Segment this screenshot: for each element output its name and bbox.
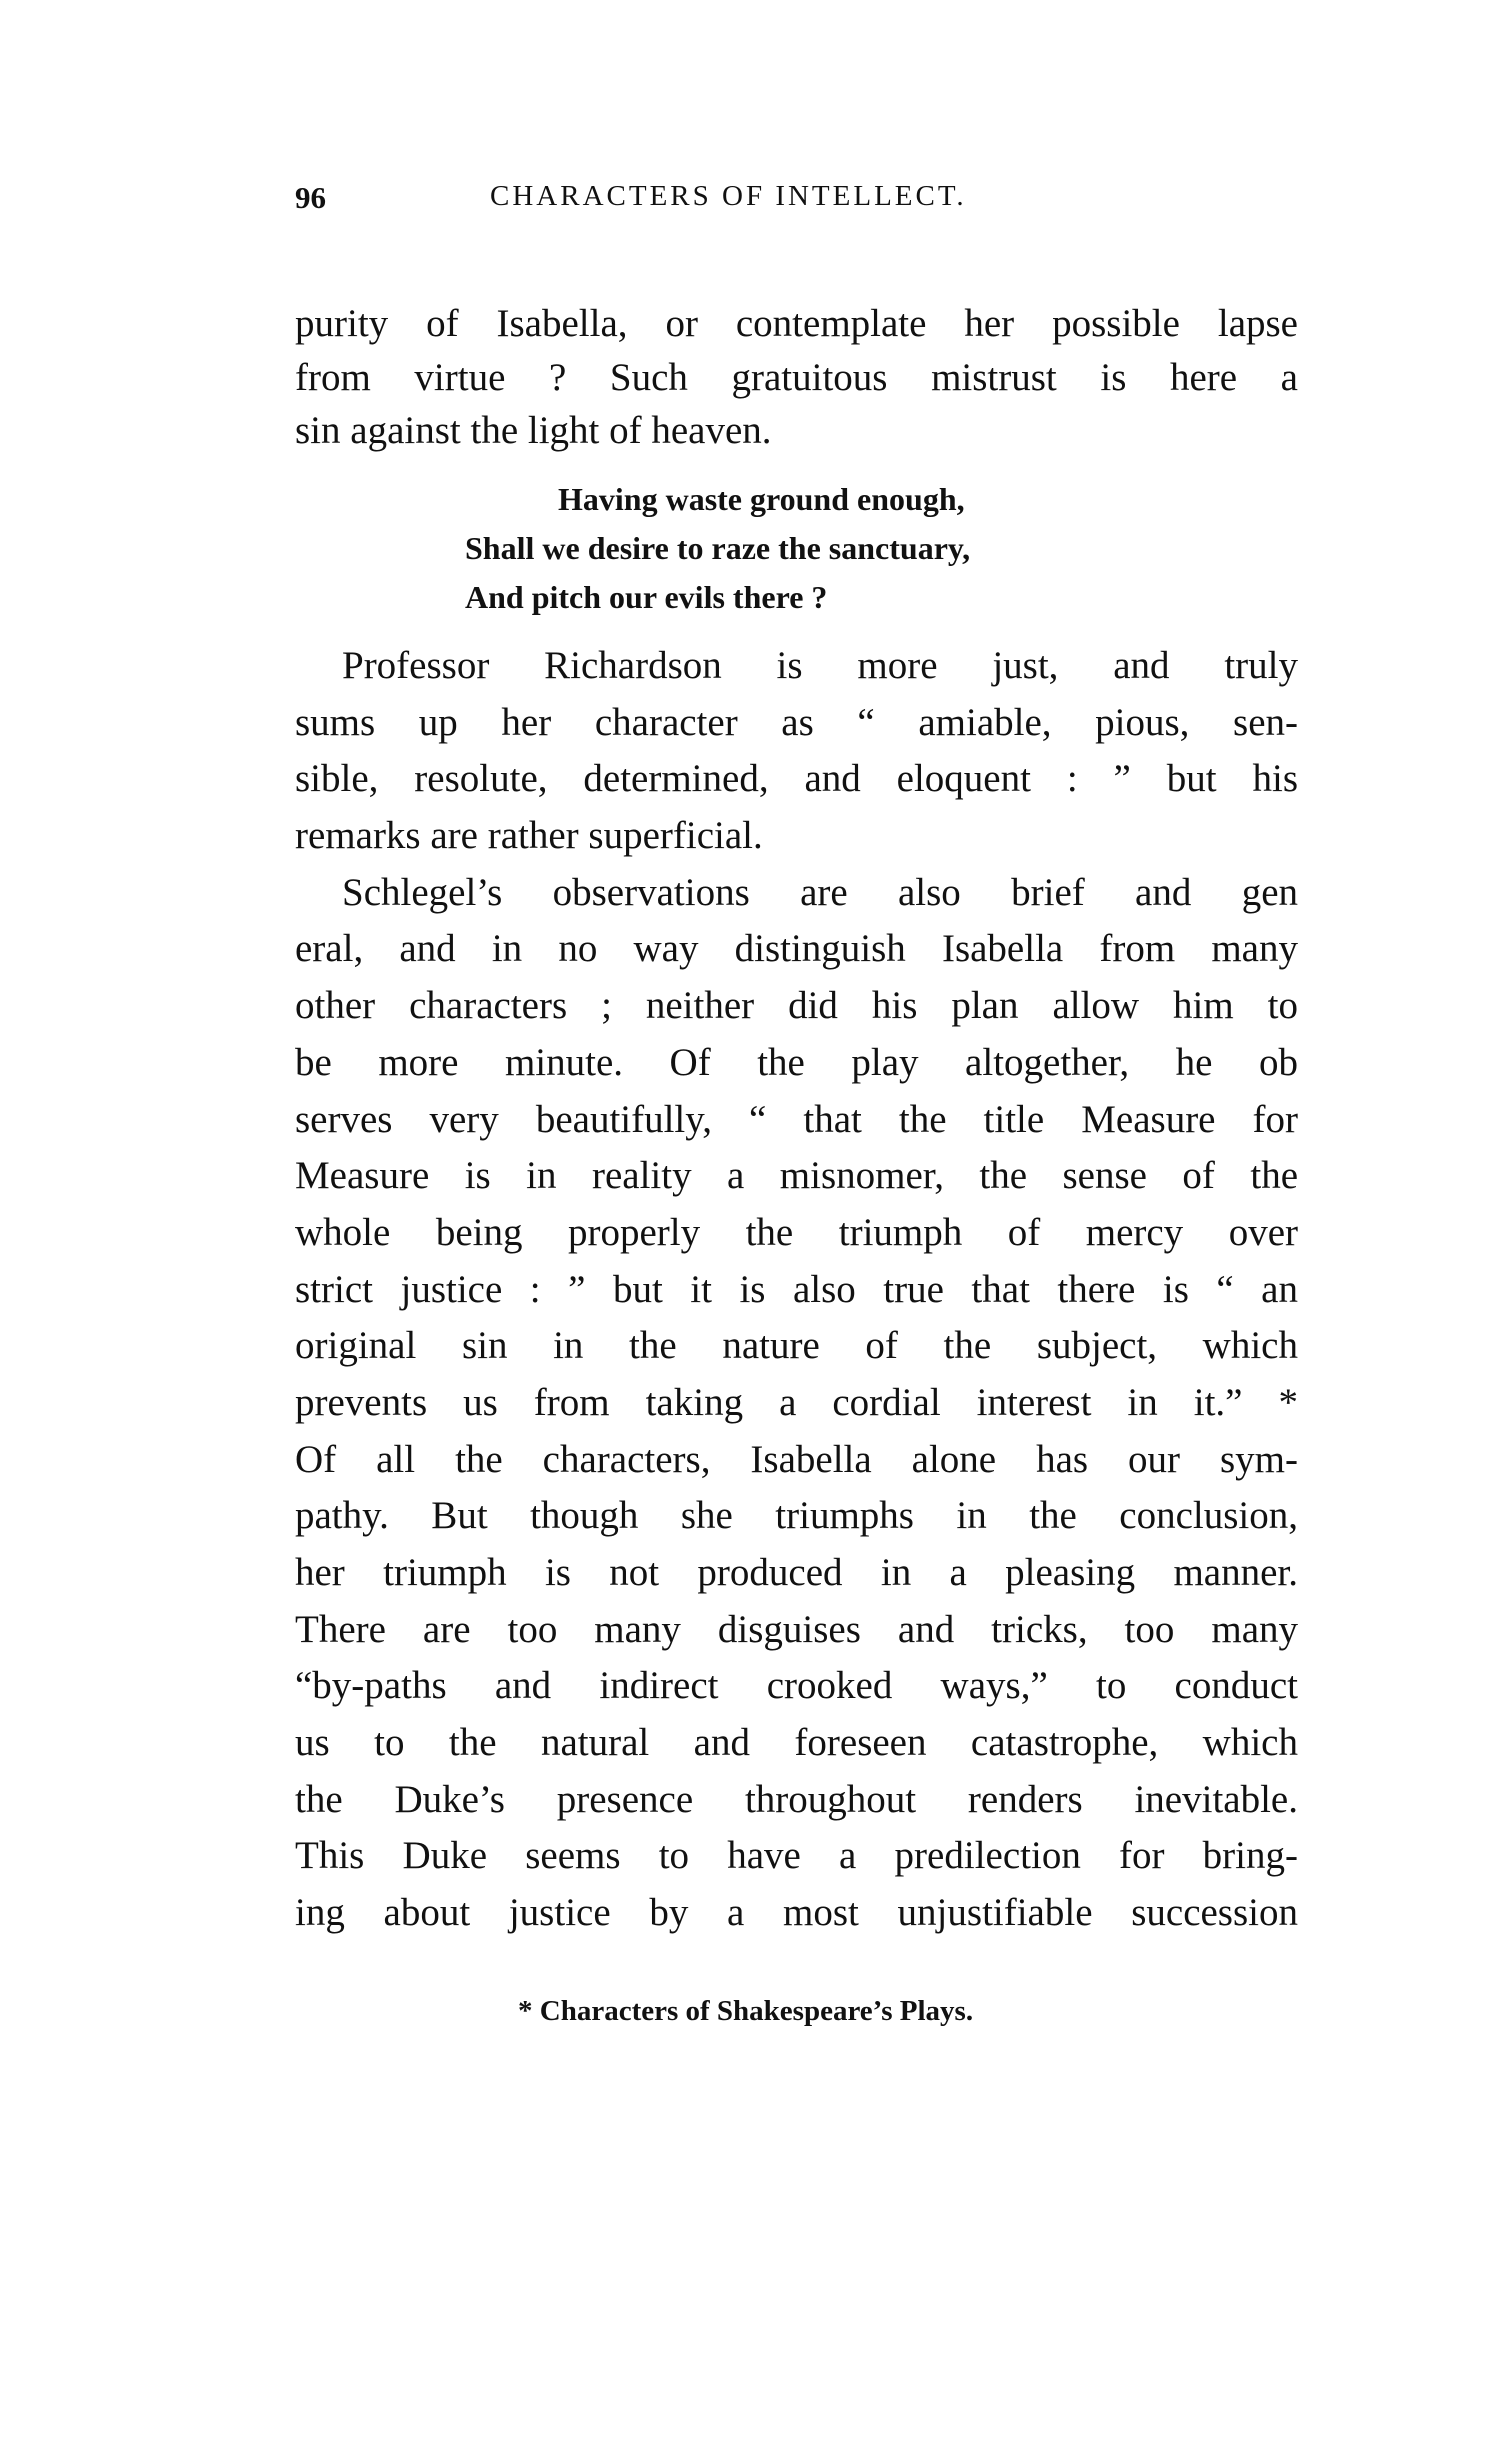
text-line: ing about justice by a most unjustifiable succession — [295, 1891, 1298, 1935]
footnote: * Characters of Shakespeare’s Plays. — [518, 1995, 974, 2027]
verse-line: Having waste ground enough, — [558, 481, 965, 517]
text-line: other characters ; neither did his plan allow him to — [295, 984, 1298, 1028]
text-line: sin against the light of heaven. — [295, 409, 772, 452]
opening-paragraph — [295, 297, 1298, 458]
text-line: from virtue ? Such gratuitous mistrust is here a — [295, 355, 1298, 399]
text-line: Schlegel’s observations are also brief and gen — [342, 870, 1298, 914]
text-line: There are too many disguises and tricks, too many — [295, 1607, 1298, 1651]
text-line: sible, resolute, determined, and eloquent : ” but his — [295, 757, 1298, 801]
verse-quotation — [465, 475, 970, 622]
text-line: prevents us from taking a cordial interest in it.” * — [295, 1380, 1298, 1424]
running-header — [295, 180, 1295, 224]
text-line: be more minute. Of the play altogether, he ob — [295, 1040, 1298, 1084]
page-number: 96 — [295, 180, 326, 215]
text-line: Professor Richardson is more just, and truly — [342, 644, 1298, 687]
verse-line: And pitch our evils there ? — [465, 579, 828, 615]
text-line: pathy. But though she triumphs in the conclusion, — [295, 1494, 1298, 1538]
text-line: remarks are rather superficial. — [295, 814, 763, 858]
text-line: eral, and in no way distinguish Isabella from many — [295, 927, 1298, 971]
text-line: original sin in the nature of the subject, which — [295, 1324, 1298, 1368]
running-title: CHARACTERS OF INTELLECT. — [490, 180, 967, 212]
body-text — [295, 638, 1298, 1942]
text-line: “by-paths and indirect crooked ways,” to conduct — [295, 1664, 1298, 1708]
text-line: serves very beautifully, “ that the title Measure for — [295, 1097, 1298, 1141]
verse-line: Shall we desire to raze the sanctuary, — [465, 530, 971, 566]
text-line: purity of Isabella, or contemplate her possible lapse — [295, 302, 1298, 345]
text-line: the Duke’s presence throughout renders inevitable. — [295, 1777, 1298, 1821]
text-line: her triumph is not produced in a pleasing manner. — [295, 1551, 1298, 1594]
text-line: us to the natural and foreseen catastrophe, which — [295, 1721, 1298, 1765]
text-line: sums up her character as “ amiable, pious, sen- — [295, 700, 1298, 744]
text-line: This Duke seems to have a predilection for bring- — [295, 1834, 1298, 1878]
text-line: whole being properly the triumph of mercy over — [295, 1210, 1298, 1254]
text-line: Measure is in reality a misnomer, the sense of the — [295, 1154, 1298, 1198]
text-line: Of all the characters, Isabella alone has our sym- — [295, 1437, 1298, 1481]
text-line: strict justice : ” but it is also true that there is “ an — [295, 1267, 1298, 1311]
